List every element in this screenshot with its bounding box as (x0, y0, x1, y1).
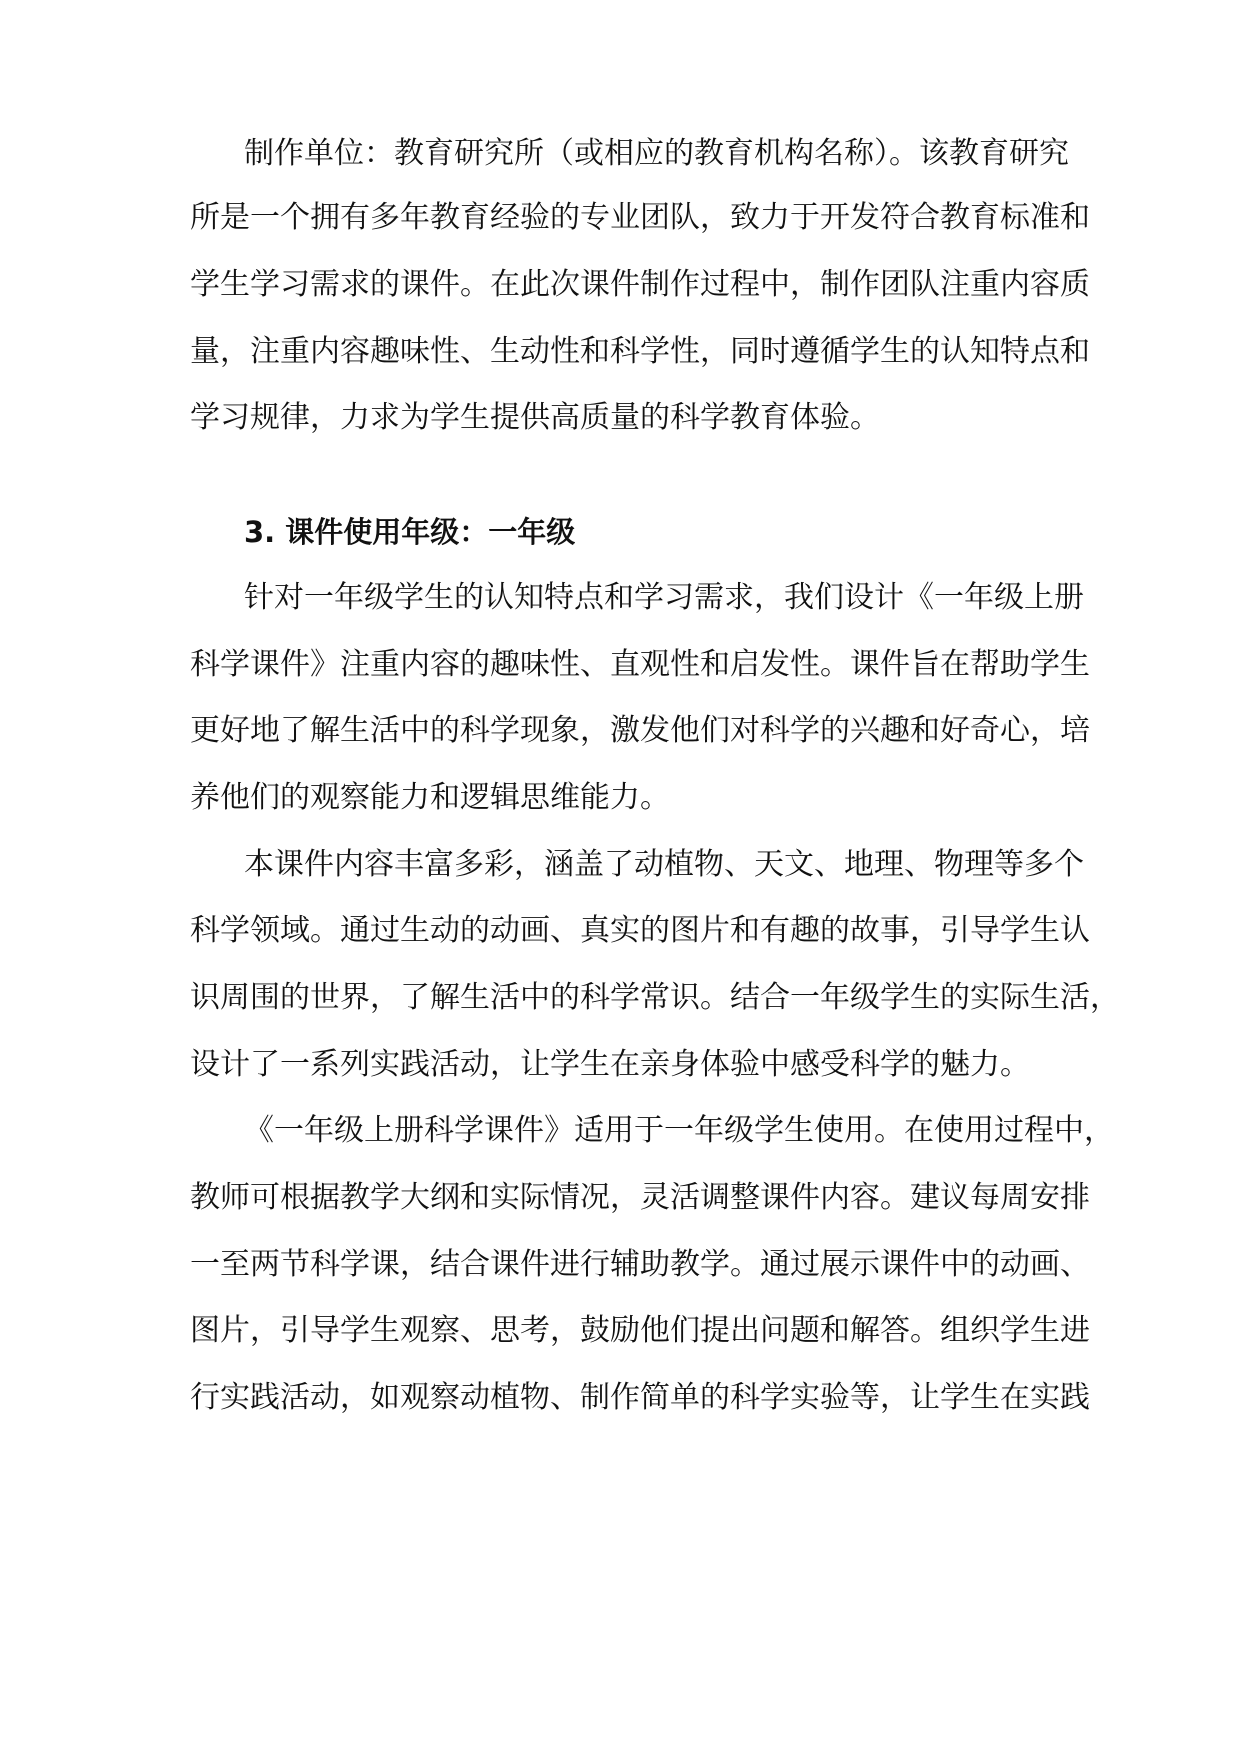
paragraph-3-line-1: 本课件内容丰富多彩，涵盖了动植物、天文、地理、物理等多个 (244, 847, 1084, 882)
paragraph-4-line-3: 一至两节科学课，结合课件进行辅助教学。通过展示课件中的动画、 (190, 1247, 1090, 1282)
paragraph-3-line-2: 科学领域。通过生动的动画、真实的图片和有趣的故事，引导学生认 (190, 913, 1090, 948)
paragraph-1-line-4: 量，注重内容趣味性、生动性和科学性，同时遵循学生的认知特点和 (190, 334, 1090, 369)
paragraph-2-line-2: 科学课件》注重内容的趣味性、直观性和启发性。课件旨在帮助学生 (190, 647, 1090, 682)
paragraph-1-line-1: 制作单位：教育研究所（或相应的教育机构名称）。该教育研究 (244, 136, 1069, 171)
paragraph-2-line-3: 更好地了解生活中的科学现象，激发他们对科学的兴趣和好奇心，培 (190, 713, 1090, 748)
paragraph-2-line-1: 针对一年级学生的认知特点和学习需求，我们设计《一年级上册 (244, 580, 1084, 615)
paragraph-4-line-1: 《一年级上册科学课件》适用于一年级学生使用。在使用过程中， (244, 1113, 1114, 1148)
section-heading: 3. 课件使用年级：一年级 (244, 515, 576, 549)
paragraph-4-line-5: 行实践活动，如观察动植物、制作简单的科学实验等，让学生在实践 (190, 1380, 1090, 1415)
paragraph-4-line-2: 教师可根据教学大纲和实际情况，灵活调整课件内容。建议每周安排 (190, 1180, 1090, 1215)
paragraph-2-line-4: 养他们的观察能力和逻辑思维能力。 (190, 780, 670, 815)
paragraph-1-line-3: 学生学习需求的课件。在此次课件制作过程中，制作团队注重内容质 (190, 267, 1090, 302)
paragraph-4-line-4: 图片，引导学生观察、思考，鼓励他们提出问题和解答。组织学生进 (190, 1313, 1090, 1348)
paragraph-1-line-5: 学习规律，力求为学生提供高质量的科学教育体验。 (190, 400, 880, 435)
paragraph-3-line-4: 设计了一系列实践活动，让学生在亲身体验中感受科学的魅力。 (190, 1047, 1030, 1082)
paragraph-1-line-2: 所是一个拥有多年教育经验的专业团队，致力于开发符合教育标准和 (190, 200, 1090, 235)
paragraph-3-line-3: 识周围的世界，了解生活中的科学常识。结合一年级学生的实际生活， (190, 980, 1120, 1015)
